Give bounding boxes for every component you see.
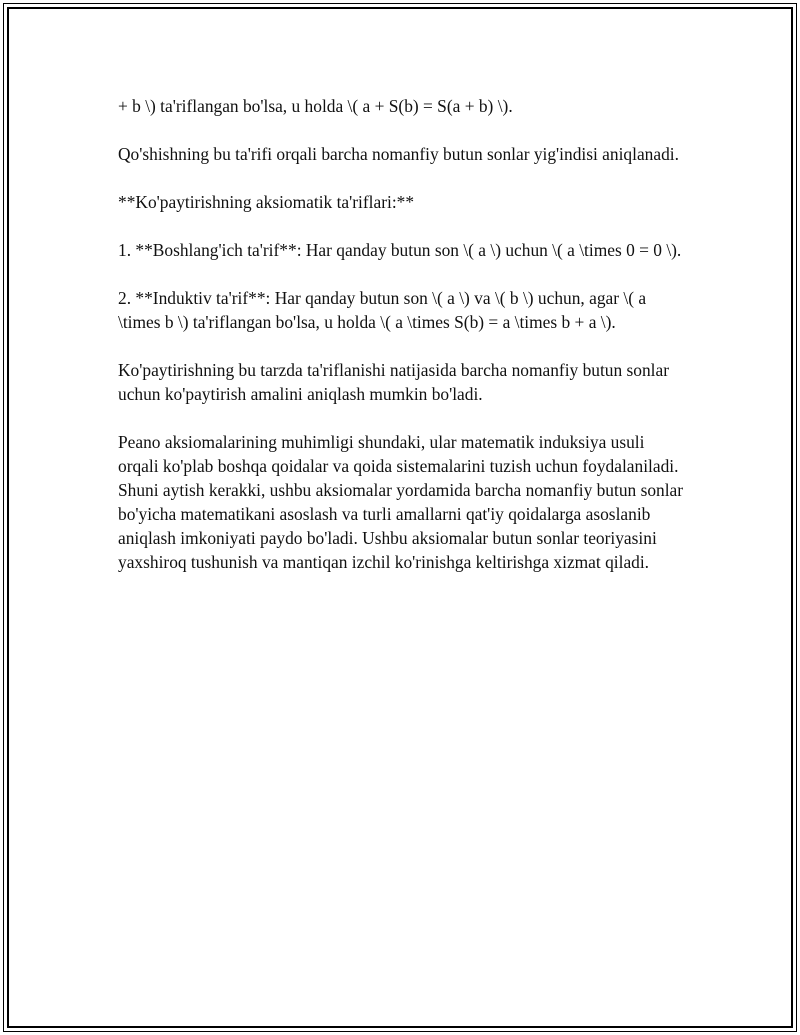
- paragraph-addition-definition-end: + b \) ta'riflangan bo'lsa, u holda \( a + S(b) = S(a + b) \).: [118, 96, 513, 116]
- list-item-inductive-definition: 2. **Induktiv ta'rif**: Har qanday butun son \( a \) va \( b \) uchun, agar \( a \times b \) ta'riflangan bo'lsa, u holda \( a \times S(b) = a \times b + a \).: [118, 288, 647, 332]
- section-heading-multiplication: **Ko'paytirishning aksiomatik ta'riflari:**: [118, 192, 415, 212]
- paragraph-multiplication-summary: Ko'paytirishning bu tarzda ta'riflanishi natijasida barcha nomanfiy butun sonlar uchun ko'paytirish amalini aniqlash mumkin bo'ladi.: [118, 360, 670, 404]
- paragraph-addition-summary: Qo'shishning bu ta'rifi orqali barcha nomanfiy butun sonlar yig'indisi aniqlanadi.: [118, 144, 679, 164]
- list-item-base-definition: 1. **Boshlang'ich ta'rif**: Har qanday butun son \( a \) uchun \( a \times 0 = 0 \).: [118, 240, 682, 260]
- document-body: [118, 94, 688, 598]
- paragraph-peano-importance: Peano aksiomalarining muhimligi shundaki, ular matematik induksiya usuli orqali ko'plab boshqa qoidalar va qoida sistemalarini tuzish uchun foydalaniladi. Shuni aytish kerakki, ushbu aksiomalar yordamida barcha nomanfiy butun sonlar bo'yicha matematikani asoslash va turli amallarni qat'iy qoidalarga asoslanib aniqlash imkoniyati paydo bo'ladi. Ushbu aksiomalar butun sonlar teoriyasini yaxshiroq tushunish va mantiqan izchil ko'rinishga keltirishga xizmat qiladi.: [118, 432, 684, 572]
